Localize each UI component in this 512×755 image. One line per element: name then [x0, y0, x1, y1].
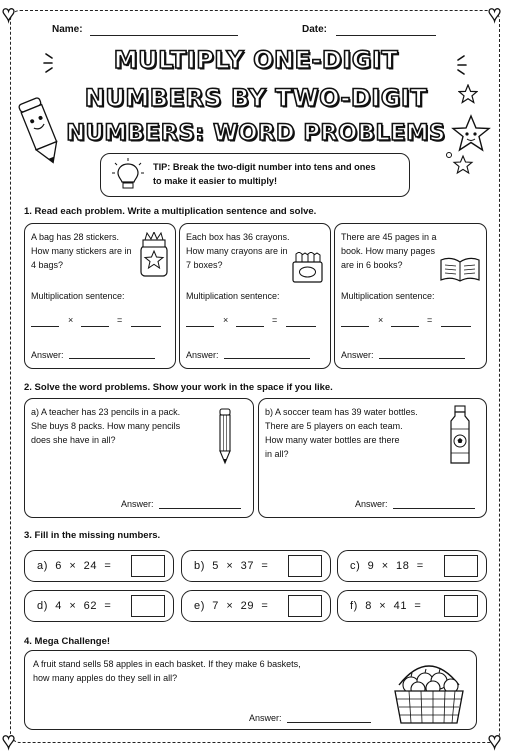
- problem-card-1: [24, 223, 176, 369]
- sticker-jar-icon: [137, 232, 171, 278]
- answer-blank[interactable]: [224, 358, 310, 359]
- pencil-mascot-icon: [18, 92, 68, 174]
- problem-text-line: a) A teacher has 23 pencils in a pack.: [31, 407, 181, 417]
- problem-text-line: are in 6 books?: [341, 260, 403, 270]
- star-icon: [450, 114, 492, 154]
- times-sign: ×: [223, 315, 229, 325]
- product-blank[interactable]: [441, 326, 471, 327]
- problem-text-line: There are 45 pages in a: [341, 232, 437, 242]
- challenge-card: [24, 650, 477, 730]
- multiplication-sentence-label: Multiplication sentence:: [31, 291, 125, 301]
- equals-sign: =: [427, 315, 433, 325]
- tip-line-1: TIP: Break the two-digit number into tens and ones: [153, 162, 376, 172]
- problem-text-line: does she have in all?: [31, 435, 116, 445]
- heart-icon: ♥: [2, 1, 16, 26]
- name-field[interactable]: [90, 35, 238, 36]
- answer-box[interactable]: [288, 595, 322, 617]
- title-line-2: NUMBERS BY TWO-DIGIT: [84, 84, 428, 112]
- equation-text: d) 4 × 62 =: [37, 600, 112, 612]
- tip-box: [100, 153, 410, 197]
- times-sign: ×: [378, 315, 384, 325]
- product-blank[interactable]: [286, 326, 316, 327]
- name-label: Name:: [52, 24, 83, 35]
- star-icon: [452, 154, 474, 176]
- lightbulb-icon: [111, 158, 145, 194]
- title-line-3: NUMBERS: WORD PROBLEMS: [66, 120, 446, 146]
- answer-label: Answer:: [249, 713, 282, 723]
- problem-text-line: How many stickers are in: [31, 246, 132, 256]
- problem-text-line: A bag has 28 stickers.: [31, 232, 120, 242]
- open-book-icon: [437, 254, 483, 284]
- crayon-box-icon: [290, 252, 324, 284]
- answer-box[interactable]: [131, 555, 165, 577]
- factor-blank[interactable]: [341, 326, 369, 327]
- fill-in-item-c: [337, 550, 487, 582]
- problem-card-3: [334, 223, 487, 369]
- water-bottle-icon: [447, 405, 473, 467]
- factor-blank[interactable]: [391, 326, 419, 327]
- heart-icon: ♥: [488, 728, 502, 753]
- answer-box[interactable]: [288, 555, 322, 577]
- answer-blank[interactable]: [287, 722, 371, 723]
- answer-label: Answer:: [121, 499, 154, 509]
- tip-line-2: to make it easier to multiply!: [153, 176, 278, 186]
- multiplication-sentence-label: Multiplication sentence:: [341, 291, 435, 301]
- answer-label: Answer:: [31, 350, 64, 360]
- problem-text-line: A fruit stand sells 58 apples in each basket. If they make 6 baskets,: [33, 659, 301, 669]
- problem-text-line: Each box has 36 crayons.: [186, 232, 290, 242]
- section-2-heading: 2. Solve the word problems. Show your work in the space if you like.: [24, 382, 333, 393]
- answer-blank[interactable]: [379, 358, 465, 359]
- section-3-heading: 3. Fill in the missing numbers.: [24, 530, 161, 541]
- problem-text-line: 7 boxes?: [186, 260, 223, 270]
- fill-in-item-f: [337, 590, 487, 622]
- heart-icon: ♥: [488, 1, 502, 26]
- fill-in-item-a: [24, 550, 174, 582]
- heart-icon: ♥: [2, 728, 16, 753]
- equals-sign: =: [117, 315, 123, 325]
- answer-label: Answer:: [186, 350, 219, 360]
- sparkle-icon: [440, 50, 470, 80]
- star-icon: [458, 84, 478, 104]
- answer-blank[interactable]: [69, 358, 155, 359]
- equation-text: c) 9 × 18 =: [350, 560, 424, 572]
- product-blank[interactable]: [131, 326, 161, 327]
- date-label: Date:: [302, 24, 328, 35]
- answer-blank[interactable]: [393, 508, 475, 509]
- equation-text: e) 7 × 29 =: [194, 600, 269, 612]
- problem-text-line: in all?: [265, 449, 289, 459]
- factor-blank[interactable]: [186, 326, 214, 327]
- title-line-1: MULTIPLY ONE-DIGIT: [113, 46, 399, 74]
- pencil-icon: [215, 407, 235, 465]
- problem-text-line: book. How many pages: [341, 246, 436, 256]
- answer-label: Answer:: [355, 499, 388, 509]
- equation-text: f) 8 × 41 =: [350, 600, 422, 612]
- answer-box[interactable]: [131, 595, 165, 617]
- problem-card-2: [179, 223, 331, 369]
- problem-text-line: how many apples do they sell in all?: [33, 673, 178, 683]
- word-problem-card-b: [258, 398, 487, 518]
- word-problem-card-a: [24, 398, 254, 518]
- section-4-heading: 4. Mega Challenge!: [24, 636, 111, 647]
- answer-box[interactable]: [444, 555, 478, 577]
- apple-basket-icon: [387, 655, 471, 727]
- sparkle-icon: [40, 48, 70, 78]
- fill-in-item-e: [181, 590, 331, 622]
- equals-sign: =: [272, 315, 278, 325]
- answer-box[interactable]: [444, 595, 478, 617]
- problem-text-line: 4 bags?: [31, 260, 64, 270]
- problem-text-line: She buys 8 packs. How many pencils: [31, 421, 181, 431]
- answer-blank[interactable]: [159, 508, 241, 509]
- multiplication-sentence-label: Multiplication sentence:: [186, 291, 280, 301]
- equation-text: a) 6 × 24 =: [37, 560, 112, 572]
- dot-decoration: [446, 152, 452, 158]
- times-sign: ×: [68, 315, 74, 325]
- factor-blank[interactable]: [236, 326, 264, 327]
- fill-in-item-b: [181, 550, 331, 582]
- factor-blank[interactable]: [31, 326, 59, 327]
- factor-blank[interactable]: [81, 326, 109, 327]
- section-1-heading: 1. Read each problem. Write a multiplication sentence and solve.: [24, 206, 317, 217]
- problem-text-line: How many crayons are in: [186, 246, 288, 256]
- problem-text-line: How many water bottles are there: [265, 435, 400, 445]
- fill-in-item-d: [24, 590, 174, 622]
- problem-text-line: There are 5 players on each team.: [265, 421, 403, 431]
- date-field[interactable]: [336, 35, 436, 36]
- equation-text: b) 5 × 37 =: [194, 560, 269, 572]
- answer-label: Answer:: [341, 350, 374, 360]
- problem-text-line: b) A soccer team has 39 water bottles.: [265, 407, 418, 417]
